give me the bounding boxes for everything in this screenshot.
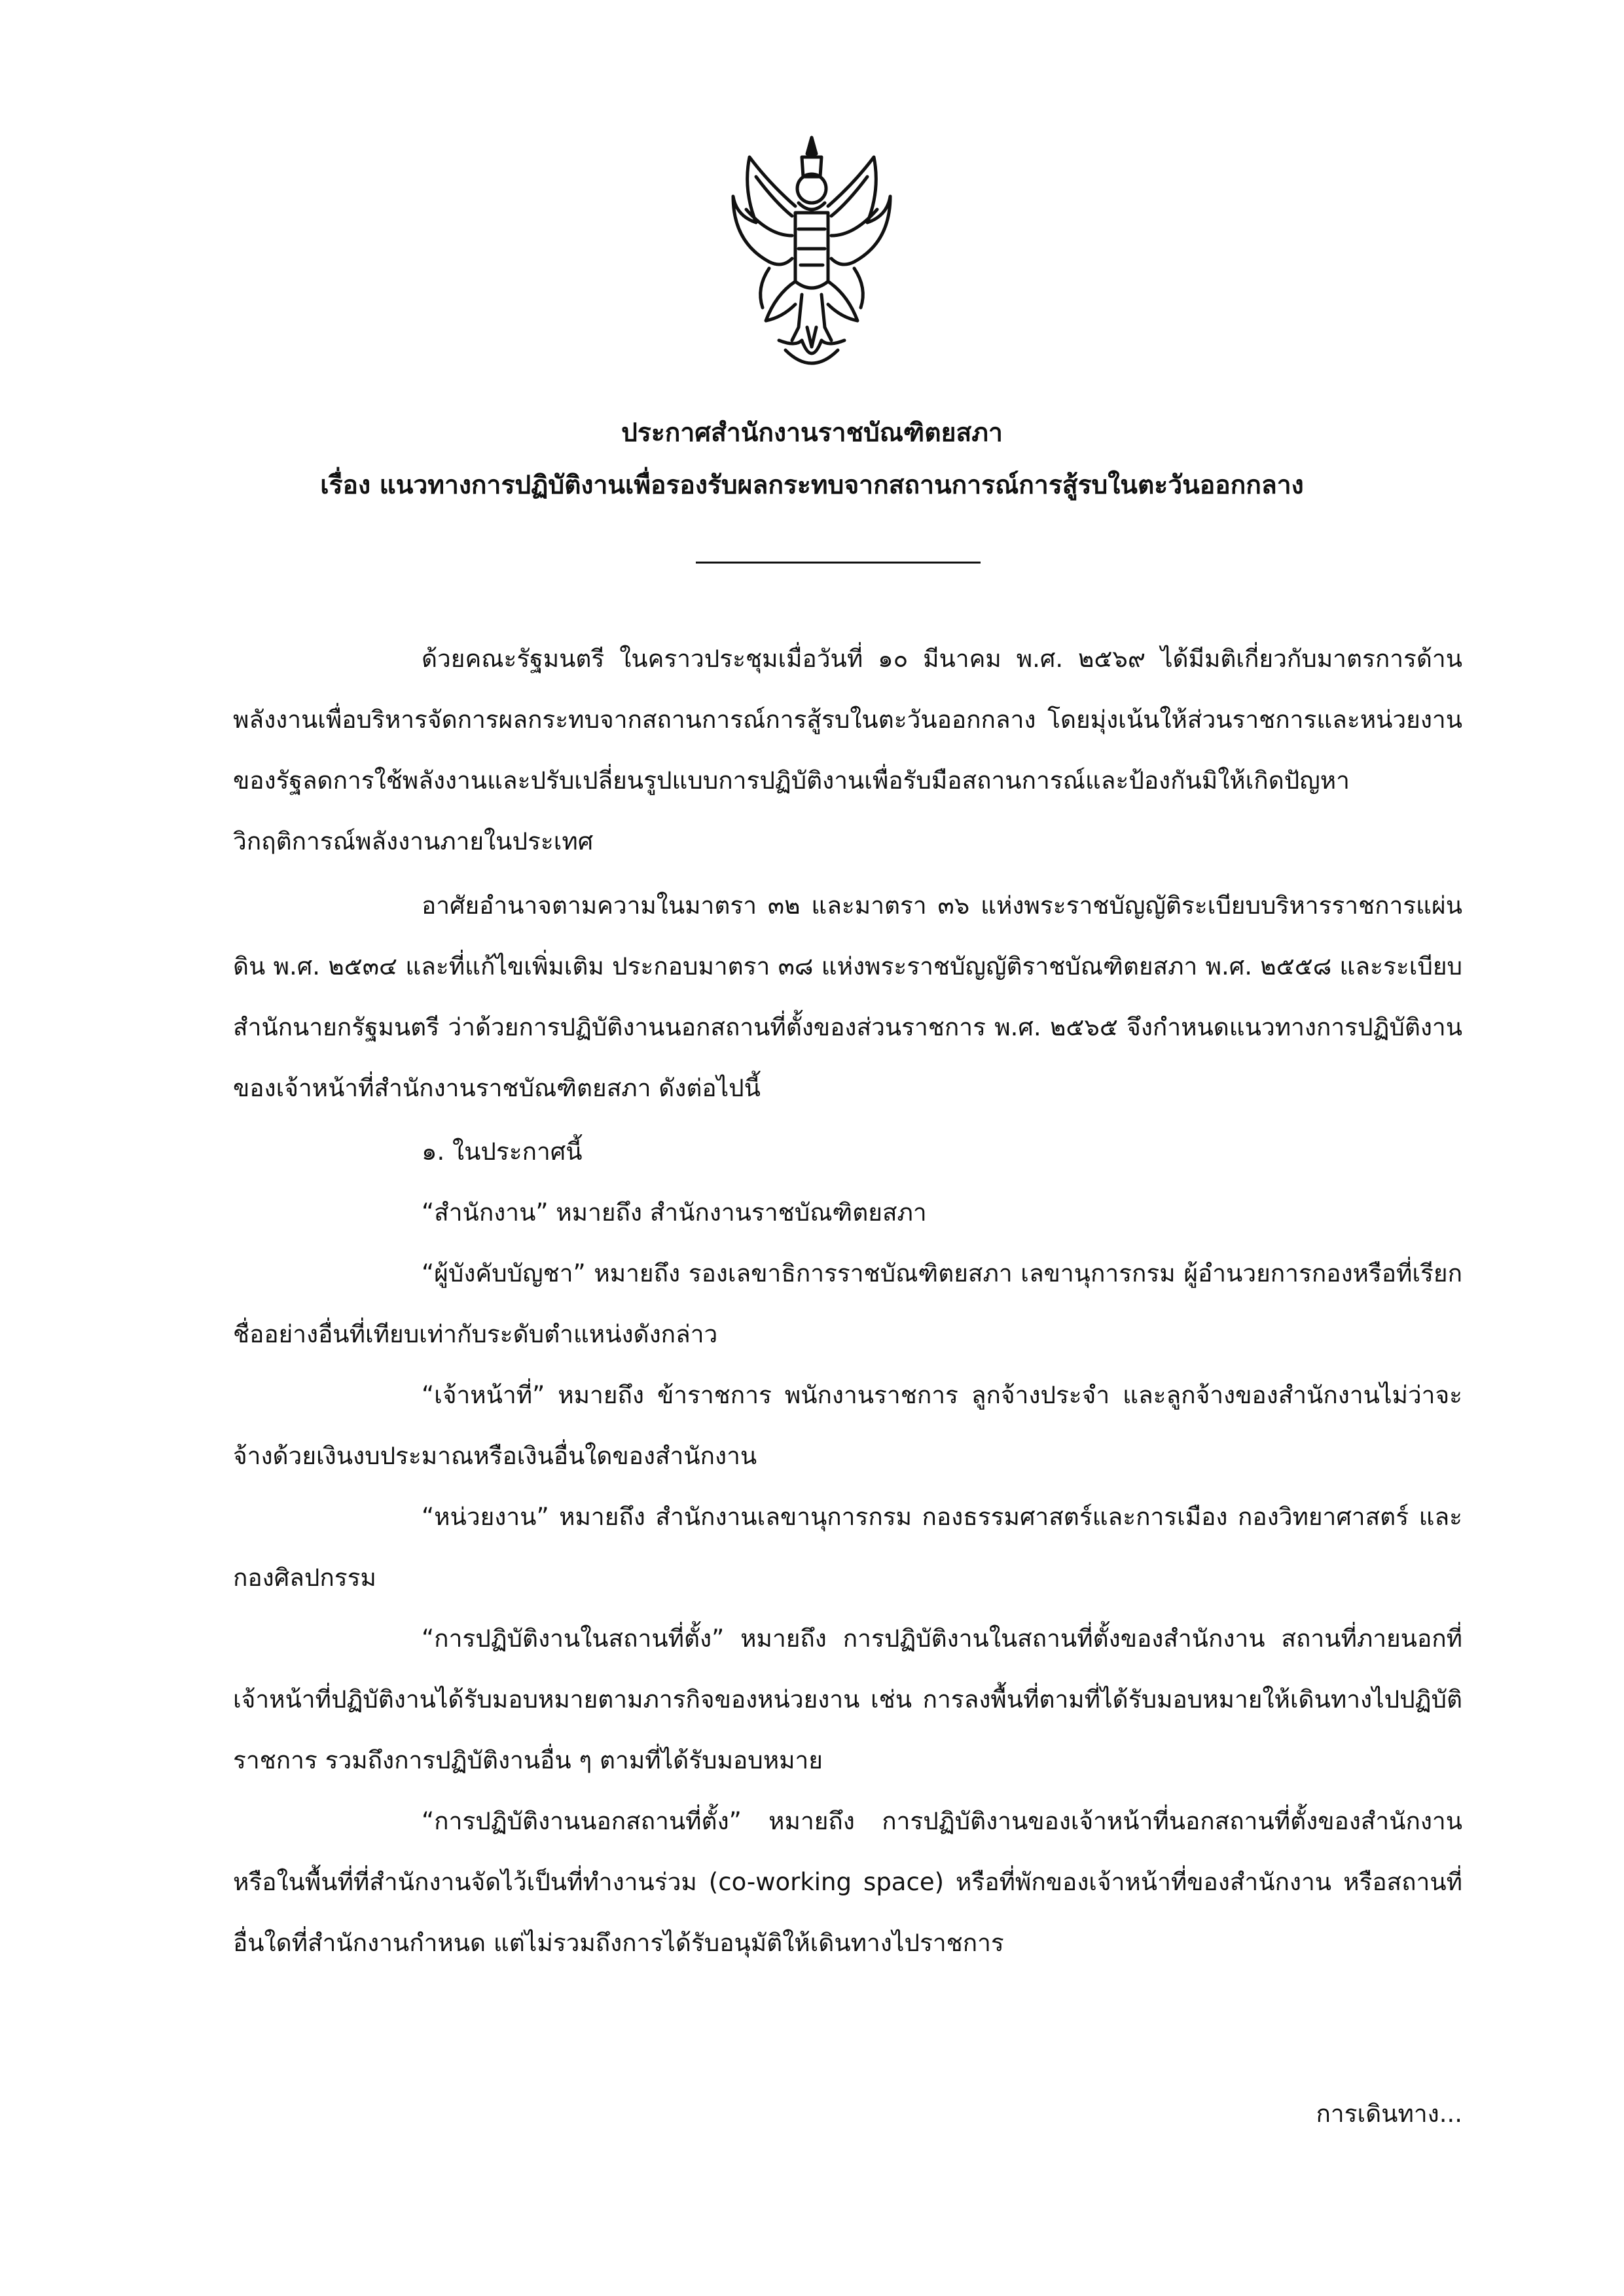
definition-commander: “ผู้บังคับบัญชา” หมายถึง รองเลขาธิการราชบัณฑิตยสภา เลขานุการกรม ผู้อำนวยการกองหรือที่เรียกชื่ออย่างอื่นที่เทียบเท่ากับระดับตำแหน่งดังกล่าว	[233, 1259, 1462, 1348]
continuation-marker: การเดินทาง...	[1316, 2100, 1462, 2128]
paragraph-text: อาศัยอำนาจตามความในมาตรา ๓๒ และมาตรา ๓๖ แห่งพระราชบัญญัติระเบียบบริหารราชการแผ่นดิน พ.ศ. ๒๕๓๔ และที่แก้ไขเพิ่มเติม ประกอบมาตรา ๓๘ แห่งพระราชบัญญัติราชบัณฑิตยสภา พ.ศ. ๒๕๕๘ และระเบียบสำนักนายกรัฐมนตรี ว่าด้วยการปฏิบัติงานนอกสถานที่ตั้งของส่วนราชการ พ.ศ. ๒๕๖๕ จึงกำหนดแนวทางการปฏิบัติงานของเจ้าหน้าที่สำนักงานราชบัณฑิตยสภา ดังต่อไปนี้	[233, 891, 1462, 1102]
definition-onsite-work: “การปฏิบัติงานในสถานที่ตั้ง” หมายถึง การปฏิบัติงานในสถานที่ตั้งของสำนักงาน สถานที่ภายนอกที่เจ้าหน้าที่ปฏิบัติงานได้รับมอบหมายตามภารกิจของหน่วยงาน เช่น การลงพื้นที่ตามที่ได้รับมอบหมายให้เดินทางไปปฏิบัติราชการ รวมถึงการปฏิบัติงานอื่น ๆ ตามที่ได้รับมอบหมาย	[233, 1624, 1462, 1774]
paragraph-background	[233, 628, 1462, 872]
item-heading: ๑. ในประกาศนี้	[422, 1138, 583, 1166]
definition-office: “สำนักงาน” หมายถึง สำนักงานราชบัณฑิตยสภา	[422, 1198, 927, 1227]
title-divider	[696, 562, 981, 564]
definition-offsite-work: “การปฏิบัติงานนอกสถานที่ตั้ง” หมายถึง การปฏิบัติงานของเจ้าหน้าที่นอกสถานที่ตั้งของสำนักงาน หรือในพื้นที่ที่สำนักงานจัดไว้เป็นที่ทำงานร่วม (co-working space) หรือที่พักของเจ้าหน้าที่ของสำนักงาน หรือสถานที่อื่นใดที่สำนักงานกำหนด แต่ไม่รวมถึงการได้รับอนุมัติให้เดินทางไปราชการ	[233, 1807, 1462, 1957]
definitions-section	[233, 1121, 1462, 1973]
definition-staff: “เจ้าหน้าที่” หมายถึง ข้าราชการ พนักงานราชการ ลูกจ้างประจำ และลูกจ้างของสำนักงานไม่ว่าจะจ้างด้วยเงินงบประมาณหรือเงินอื่นใดของสำนักงาน	[233, 1381, 1462, 1470]
document-issuer: ประกาศสำนักงานราชบัณฑิตยสภา	[621, 418, 1003, 448]
definition-unit: “หน่วยงาน” หมายถึง สำนักงานเลขานุการกรม กองธรรมศาสตร์และการเมือง กองวิทยาศาสตร์ และกองศิลปกรรม	[233, 1503, 1462, 1592]
garuda-emblem-icon	[730, 131, 893, 380]
paragraph-text: ด้วยคณะรัฐมนตรี ในคราวประชุมเมื่อวันที่ ๑๐ มีนาคม พ.ศ. ๒๕๖๙ ได้มีมติเกี่ยวกับมาตรการด้านพลังงานเพื่อบริหารจัดการผลกระทบจากสถานการณ์การสู้รบในตะวันออกกลาง โดยมุ่งเน้นให้ส่วนราชการและหน่วยงานของรัฐลดการใช้พลังงานและปรับเปลี่ยนรูปแบบการปฏิบัติงานเพื่อรับมือสถานการณ์และป้องกันมิให้เกิดปัญหาวิกฤติการณ์พลังงานภายในประเทศ	[233, 645, 1462, 855]
paragraph-authority	[233, 875, 1462, 1119]
document-subject: เรื่อง แนวทางการปฏิบัติงานเพื่อรองรับผลกระทบจากสถานการณ์การสู้รบในตะวันออกกลาง	[320, 471, 1304, 500]
